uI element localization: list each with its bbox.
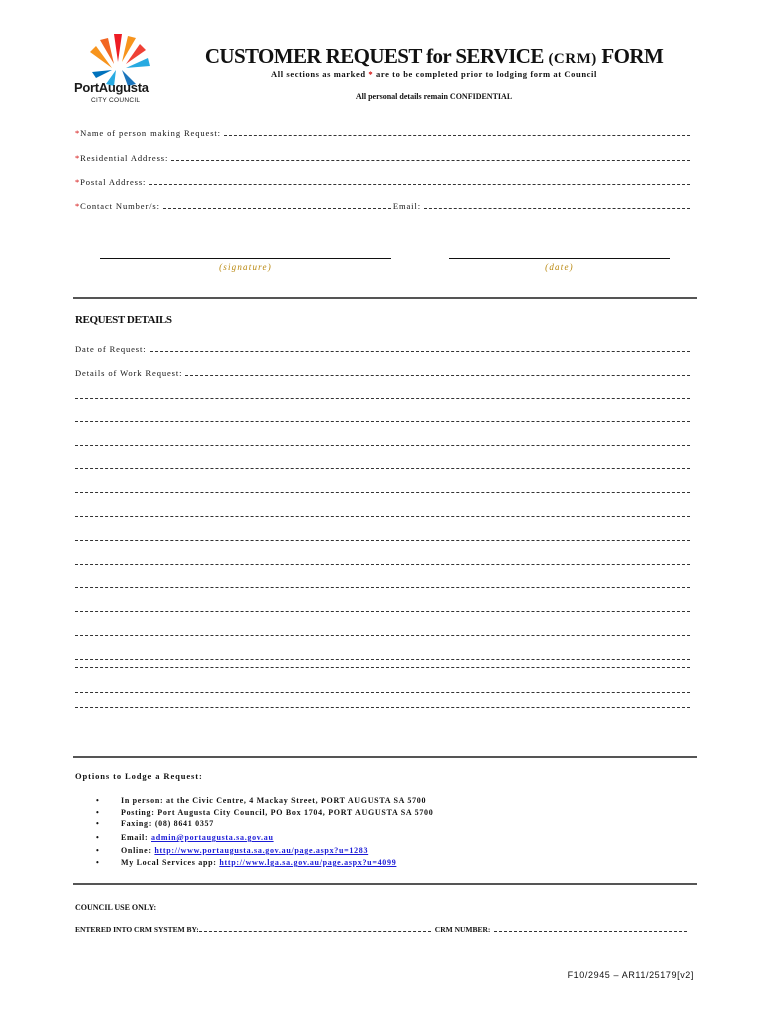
email-link[interactable]: admin@portaugusta.sa.gov.au — [151, 833, 274, 842]
residential-address-label: Residential Address: — [80, 153, 169, 163]
name-input-line[interactable] — [224, 128, 690, 136]
details-blank-line[interactable] — [75, 692, 690, 693]
details-blank-line[interactable] — [75, 707, 690, 708]
option-faxing-text: Faxing: (08) 8641 0357 — [121, 819, 214, 828]
residential-address-field[interactable] — [75, 149, 690, 163]
online-link[interactable]: http://www.portaugusta.sa.gov.au/page.aspx?u=1283 — [154, 846, 369, 855]
residential-address-input-line[interactable] — [171, 153, 690, 161]
form-reference-code: F10/2945 – AR11/25179[v2] — [567, 970, 694, 980]
council-use-title: COUNCIL USE ONLY: — [75, 903, 157, 912]
required-star: * — [75, 153, 81, 163]
entered-by-label: ENTERED INTO CRM SYSTEM BY: — [75, 925, 199, 934]
option-posting-text: Posting: Port Augusta City Council, PO Box 1704, PORT AUGUSTA SA 5700 — [121, 808, 434, 817]
form-instructions — [190, 69, 678, 79]
postal-address-label: Postal Address: — [80, 177, 147, 187]
option-faxing — [96, 819, 214, 828]
section-divider — [73, 297, 697, 299]
title-end: FORM — [601, 44, 664, 68]
postal-address-input-line[interactable] — [149, 177, 690, 185]
option-email — [96, 833, 274, 842]
work-details-field[interactable] — [75, 364, 690, 378]
instructions-text: All sections as marked — [271, 69, 366, 79]
date-of-request-field[interactable] — [75, 340, 690, 354]
email-label: Email: — [392, 201, 421, 211]
title-main: CUSTOMER REQUEST for SERVICE — [204, 44, 544, 68]
instructions-text-end: are to be completed prior to lodging form at Council — [376, 69, 597, 79]
details-blank-line[interactable] — [75, 445, 690, 446]
option-app-label: My Local Services app: — [121, 858, 217, 867]
option-email-label: Email: — [121, 833, 149, 842]
council-use-fields — [75, 925, 687, 934]
details-blank-line[interactable] — [75, 398, 690, 399]
required-star: * — [75, 128, 81, 138]
work-details-input-line[interactable] — [185, 368, 690, 376]
bullet: • — [96, 858, 100, 867]
required-star: * — [75, 177, 81, 187]
date-of-request-label: Date of Request: — [75, 344, 147, 354]
app-link[interactable]: http://www.lga.sa.gov.au/page.aspx?u=4099 — [219, 858, 397, 867]
crm-number-label: CRM NUMBER: — [434, 925, 491, 934]
details-blank-line[interactable] — [75, 516, 690, 517]
date-line[interactable] — [449, 258, 670, 259]
details-blank-line[interactable] — [75, 659, 690, 660]
logo-sunburst-icon — [74, 30, 174, 86]
lodge-options-title: Options to Lodge a Request: — [75, 771, 203, 781]
name-field[interactable] — [75, 124, 690, 138]
request-details-heading: REQUEST DETAILS — [75, 314, 172, 326]
option-in-person-text: In person: at the Civic Centre, 4 Mackay Street, PORT AUGUSTA SA 5700 — [121, 796, 427, 805]
date-label: (date) — [545, 262, 574, 272]
details-blank-line[interactable] — [75, 492, 690, 493]
details-blank-line[interactable] — [75, 421, 690, 422]
bullet: • — [96, 833, 100, 842]
bullet: • — [96, 808, 100, 817]
contact-number-label: Contact Number/s: — [80, 201, 160, 211]
details-blank-line[interactable] — [75, 611, 690, 612]
option-online-label: Online: — [121, 846, 152, 855]
bullet: • — [96, 796, 100, 805]
bullet: • — [96, 846, 100, 855]
contact-number-input-line[interactable] — [163, 201, 391, 209]
option-in-person — [96, 796, 426, 805]
bullet: • — [96, 819, 100, 828]
work-details-label: Details of Work Request: — [75, 368, 183, 378]
confidential-notice: All personal details remain CONFIDENTIAL — [355, 92, 513, 101]
logo-name: PortAugusta — [74, 80, 149, 95]
logo-subtitle: CITY COUNCIL — [91, 97, 141, 104]
section-divider — [73, 883, 697, 885]
details-blank-line[interactable] — [75, 564, 690, 565]
form-title — [190, 44, 678, 69]
entered-by-input-line[interactable] — [199, 925, 431, 932]
contact-email-field[interactable] — [75, 197, 690, 211]
required-star: * — [368, 69, 374, 79]
date-of-request-input-line[interactable] — [150, 344, 690, 352]
crm-number-input-line[interactable] — [494, 925, 687, 932]
postal-address-field[interactable] — [75, 173, 690, 187]
email-input-line[interactable] — [424, 201, 690, 209]
title-crm: (CRM) — [548, 51, 597, 67]
required-star: * — [75, 201, 81, 211]
signature-label: (signature) — [219, 262, 272, 272]
option-online — [96, 846, 368, 855]
section-divider — [73, 756, 697, 758]
name-label: Name of person making Request: — [80, 128, 221, 138]
option-posting — [96, 808, 433, 817]
details-blank-line[interactable] — [75, 587, 690, 588]
details-blank-line[interactable] — [75, 635, 690, 636]
option-app — [96, 858, 396, 867]
details-blank-line[interactable] — [75, 468, 690, 469]
signature-line[interactable] — [100, 258, 391, 259]
details-blank-line[interactable] — [75, 540, 690, 541]
details-blank-line[interactable] — [75, 667, 690, 668]
